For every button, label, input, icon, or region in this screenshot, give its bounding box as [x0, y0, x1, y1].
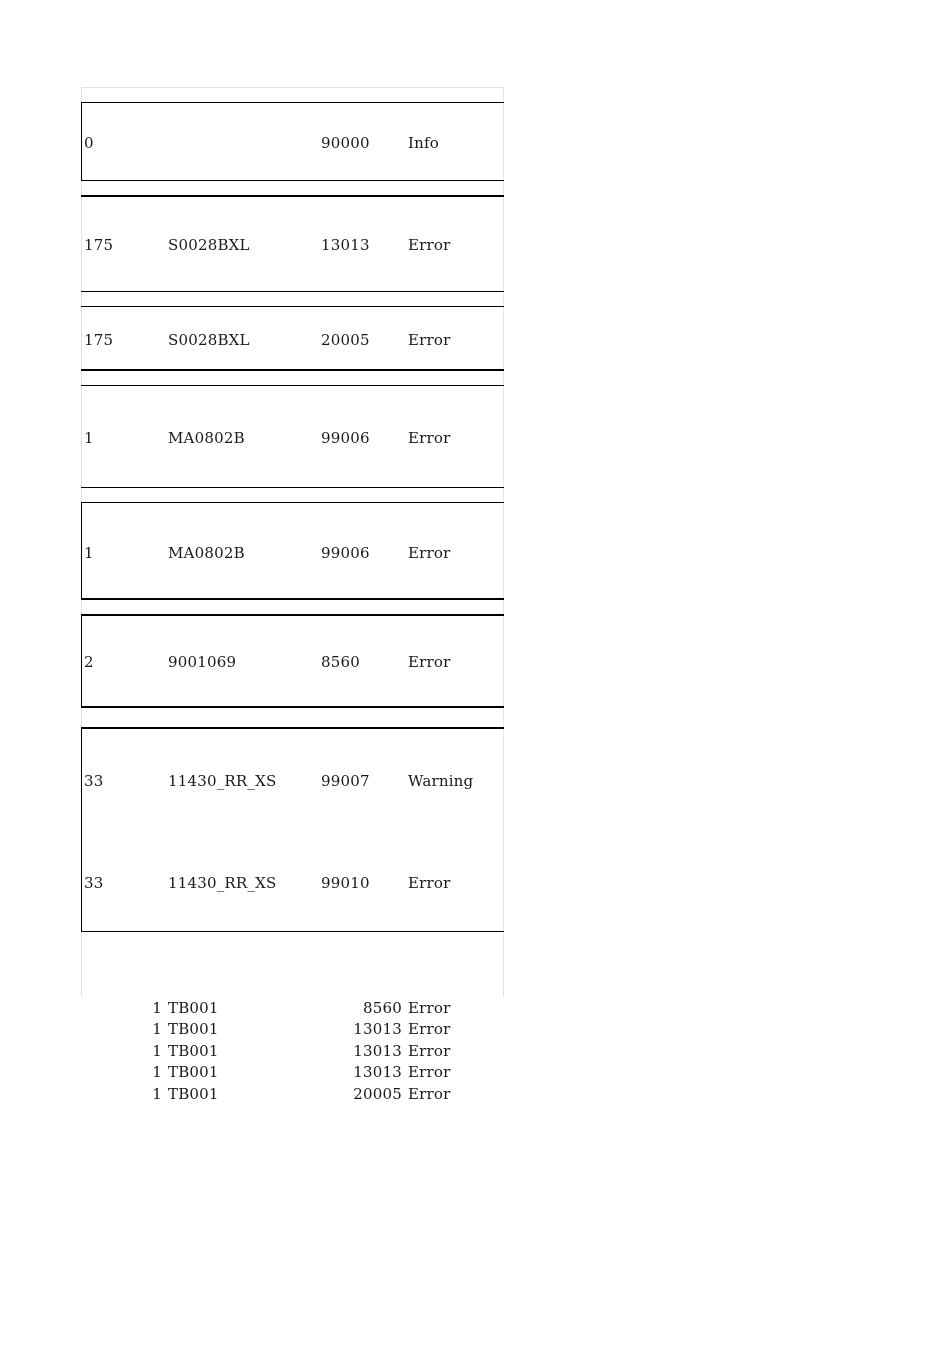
row-border [81, 306, 504, 307]
row-id: 99007 [321, 772, 370, 790]
row-id: 13013 [321, 236, 370, 254]
row-level: Error [408, 331, 451, 349]
row-level: Error [408, 1042, 451, 1060]
block-border [81, 614, 82, 708]
row-border [81, 727, 504, 729]
row-level: Error [408, 429, 451, 447]
row-code: MA0802B [168, 544, 245, 562]
row-border [81, 291, 504, 292]
row-seq: 33 [84, 874, 104, 892]
row-id: 99006 [321, 544, 370, 562]
row-id: 8560 [321, 653, 360, 671]
row-code: TB001 [168, 1042, 219, 1060]
row-id: 99010 [321, 874, 370, 892]
row-border [81, 385, 504, 386]
row-level: Error [408, 544, 451, 562]
row-level: Error [408, 236, 451, 254]
row-border [81, 502, 504, 503]
row-id: 20005 [321, 331, 370, 349]
row-border [81, 598, 504, 600]
row-code: S0028BXL [168, 331, 250, 349]
row-seq: 1 [152, 1020, 162, 1038]
row-border [81, 614, 504, 616]
row-seq: 2 [84, 653, 94, 671]
row-level: Error [408, 999, 451, 1017]
row-code: TB001 [168, 999, 219, 1017]
row-id: 13013 [353, 1042, 402, 1060]
row-code: 11430_RR_XS [168, 772, 277, 790]
row-code: MA0802B [168, 429, 245, 447]
row-id: 90000 [321, 134, 370, 152]
row-border [81, 102, 504, 103]
row-code: TB001 [168, 1063, 219, 1081]
sheet-area [81, 87, 504, 997]
row-seq: 1 [152, 1063, 162, 1081]
row-level: Info [408, 134, 439, 152]
row-id: 99006 [321, 429, 370, 447]
block-border [81, 102, 82, 181]
row-seq: 1 [152, 999, 162, 1017]
row-seq: 175 [84, 236, 114, 254]
row-seq: 175 [84, 331, 114, 349]
row-border [81, 180, 504, 181]
row-id: 8560 [363, 999, 402, 1017]
block-border [81, 727, 82, 932]
row-code: S0028BXL [168, 236, 250, 254]
row-border [81, 369, 504, 371]
row-code: 9001069 [168, 653, 237, 671]
row-border [81, 931, 504, 932]
row-level: Error [408, 874, 451, 892]
row-seq: 1 [84, 429, 94, 447]
row-seq: 1 [152, 1042, 162, 1060]
row-seq: 1 [152, 1085, 162, 1103]
row-border [81, 487, 504, 488]
row-level: Error [408, 1085, 451, 1103]
row-code: TB001 [168, 1085, 219, 1103]
row-level: Warning [408, 772, 474, 790]
row-id: 20005 [353, 1085, 402, 1103]
row-id: 13013 [353, 1063, 402, 1081]
row-border [81, 706, 504, 708]
row-code: TB001 [168, 1020, 219, 1038]
row-seq: 0 [84, 134, 94, 152]
row-border [81, 195, 504, 197]
row-level: Error [408, 653, 451, 671]
row-id: 13013 [353, 1020, 402, 1038]
block-border [81, 502, 82, 600]
row-level: Error [408, 1063, 451, 1081]
row-seq: 33 [84, 772, 104, 790]
row-seq: 1 [84, 544, 94, 562]
row-level: Error [408, 1020, 451, 1038]
row-code: 11430_RR_XS [168, 874, 277, 892]
